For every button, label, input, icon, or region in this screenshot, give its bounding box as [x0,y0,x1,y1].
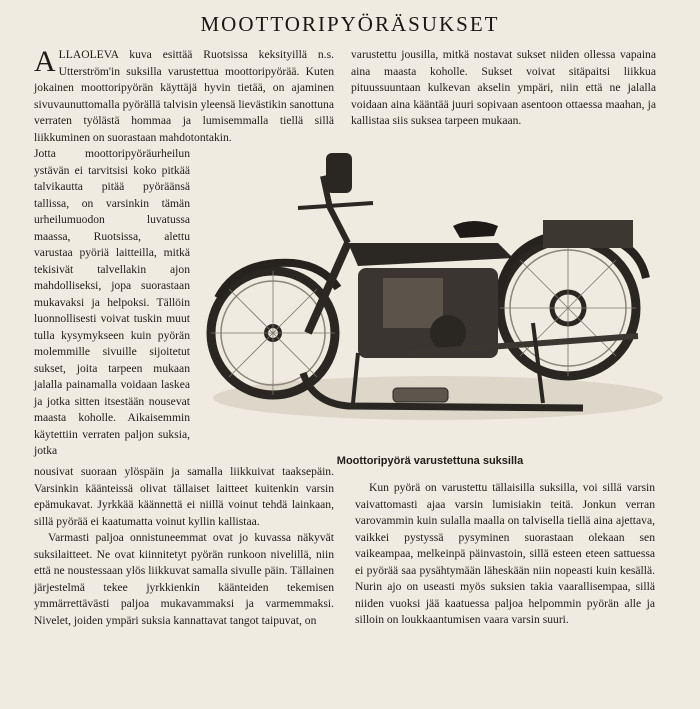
column-1-narrow-text [34,146,190,460]
drop-cap: A [34,45,56,78]
photo-caption: Moottoripyörä varustettuna suksilla [336,455,524,467]
column-1-bottom-text [34,464,334,629]
paragraph-intro: LLAOLEVA kuva esittää Ruotsissa keksityillä n.s. Utterström'in suksilla varustettua moottoripyörää. Kuten jokainen moottoripyörän käyttäjä hyvin tietää, on ajaminen sivuvaunuttomalla pyörällä talvisin yleensä lievästikin sanottuna verraten työlästä hommaa ja lumisemmalla tiellä sillä liikkuminen on suorastaan mahdotontakin. [34,48,334,144]
paragraph-new-skis: Varmasti paljoa onnistuneemmat ovat jo kuvassa näkyvät suksilaitteet. Ne ovat kiinnitetyt pyörän runkoon nivelillä, niin että ne noustessaan ylös liikkuvat samalla sivulle päin. Tällainen järjestelmä tekee jyrkkienkin käänteiden tekemisen ymmärrettävästi paljoa mukavammaksi ja varmemmaksi. Nivelet, joiden ympäri suksia kannattavat tangot taipuvat, on [34,531,334,627]
article-title: MOOTTORIPYÖRÄSUKSET [200,12,500,36]
column-1-top-text [34,47,334,146]
paragraph-sweden: Jotta moottoripyöräurheilun ystävän ei tarvitsisi koko pitkää talvikautta pitää pyöräänsä tallissa, on varsinkin tämän urheilumuodon luvatussa maassa, Ruotsissa, alettu varustaa pyöriä laitteilla, mitkä tekisivät talvellakin ajon mahdolliseksi, jopa suorastaan mukavaksi ja helpoksi. Tällöin luonnollisesti voivat tuskin muut tulla kysymykseen kuin pyörän molemmille sivuille sijoitetut sukset, joita tarpeen mukaan jalalla painamalla voidaan laskea ja jotka sitten itsestään nousevat maasta koholle. Aikaisemmin käytettiin verraten paljon suksia, jotka [34,147,190,457]
paragraph-springs: varustettu jousilla, mitkä nostavat sukset niiden ollessa vapaina aina maasta koholle. Sukset voivat sitäpaitsi liikkua pituussuuntaan kulkevan akselin ympäri, niin että ne jalalla voidaan aina kääntää juuri sopivaan asentoon ottaessa maahan, ja kallistaa siis suksea tarpeen mukaan. [351,48,656,127]
motorcycle-photo [198,148,668,433]
column-2-bottom-text [355,480,655,629]
column-2-top-text [351,47,656,130]
paragraph-old-skis: nousivat suoraan ylöspäin ja samalla liikkuivat taaksepäin. Varsinkin käänteissä olivat tällaiset laitteet kuitenkin varsin epämukavat. Jyrkkää käännettä ei niillä voinut tehdä lainkaan, sillä pyörää ei kaatumatta voinut kyllin kallistaa. [34,465,334,528]
paragraph-riding: Kun pyörä on varustettu tällaisilla suksilla, voi sillä varsin vaivattomasti ajaa varsin lumisiakin teitä. Jonkun verran varovammin kuin sulalla maalla on talvisella tiellä aina ajettava, vaikkei pystyssä pysyminen suorastaan olekaan sen vaikeampaa, melkeinpä päinvastoin, sillä esteen eteen sattuessa ei pyörää saa pysähtymään läheskään niin nopeasti kuin kesällä. Nurin ajo on useasti myös suksien takia vaarallisempaa, sillä niiden vuoksi jää kaatuessa paljoa helpommin pyörän alle ja silloin on loukkaantumisen vaara varsin suuri. [355,481,655,626]
